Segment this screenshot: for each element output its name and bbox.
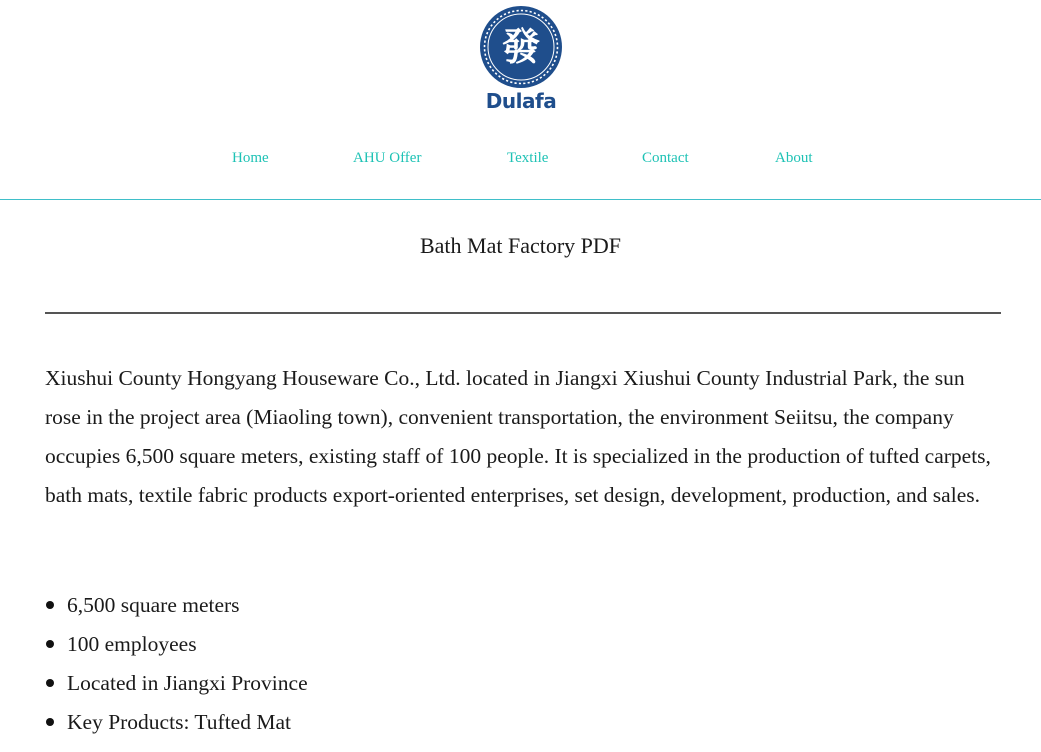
logo-glyph: 發 [501,24,541,69]
nav-ahu-offer[interactable]: AHU Offer [353,150,422,166]
page-title: Bath Mat Factory PDF [419,233,622,258]
list-item: Key Products: Tufted Mat [67,703,1017,742]
site-logo[interactable] [479,5,563,113]
site-header [0,0,1041,200]
nav-about[interactable]: About [775,150,813,166]
title-divider [45,312,1001,314]
nav-contact[interactable]: Contact [642,150,689,166]
list-item: 6,500 square meters [67,586,1017,625]
intro-paragraph: Xiushui County Hongyang Houseware Co., Ltd. located in Jiangxi Xiushui County Industrial Park, the sun rose in the project area (Miaoling town), convenient transportation, the environment Seiitsu, the company occupies 6,500 square meters, existing staff of 100 people. It is specialized in the production of tufted carpets, bath mats, textile fabric products export-oriented enterprises, set design, development, production, and sales. [45,366,991,507]
list-item: Located in Jiangxi Province [67,664,1017,703]
nav-textile[interactable]: Textile [507,150,549,166]
nav-home[interactable]: Home [232,150,269,166]
list-item: 100 employees [67,625,1017,664]
logo-wordmark: Dulafa [485,89,557,113]
main-nav [0,148,1041,172]
company-facts-list [45,586,1017,742]
logo-badge-icon [479,5,563,89]
